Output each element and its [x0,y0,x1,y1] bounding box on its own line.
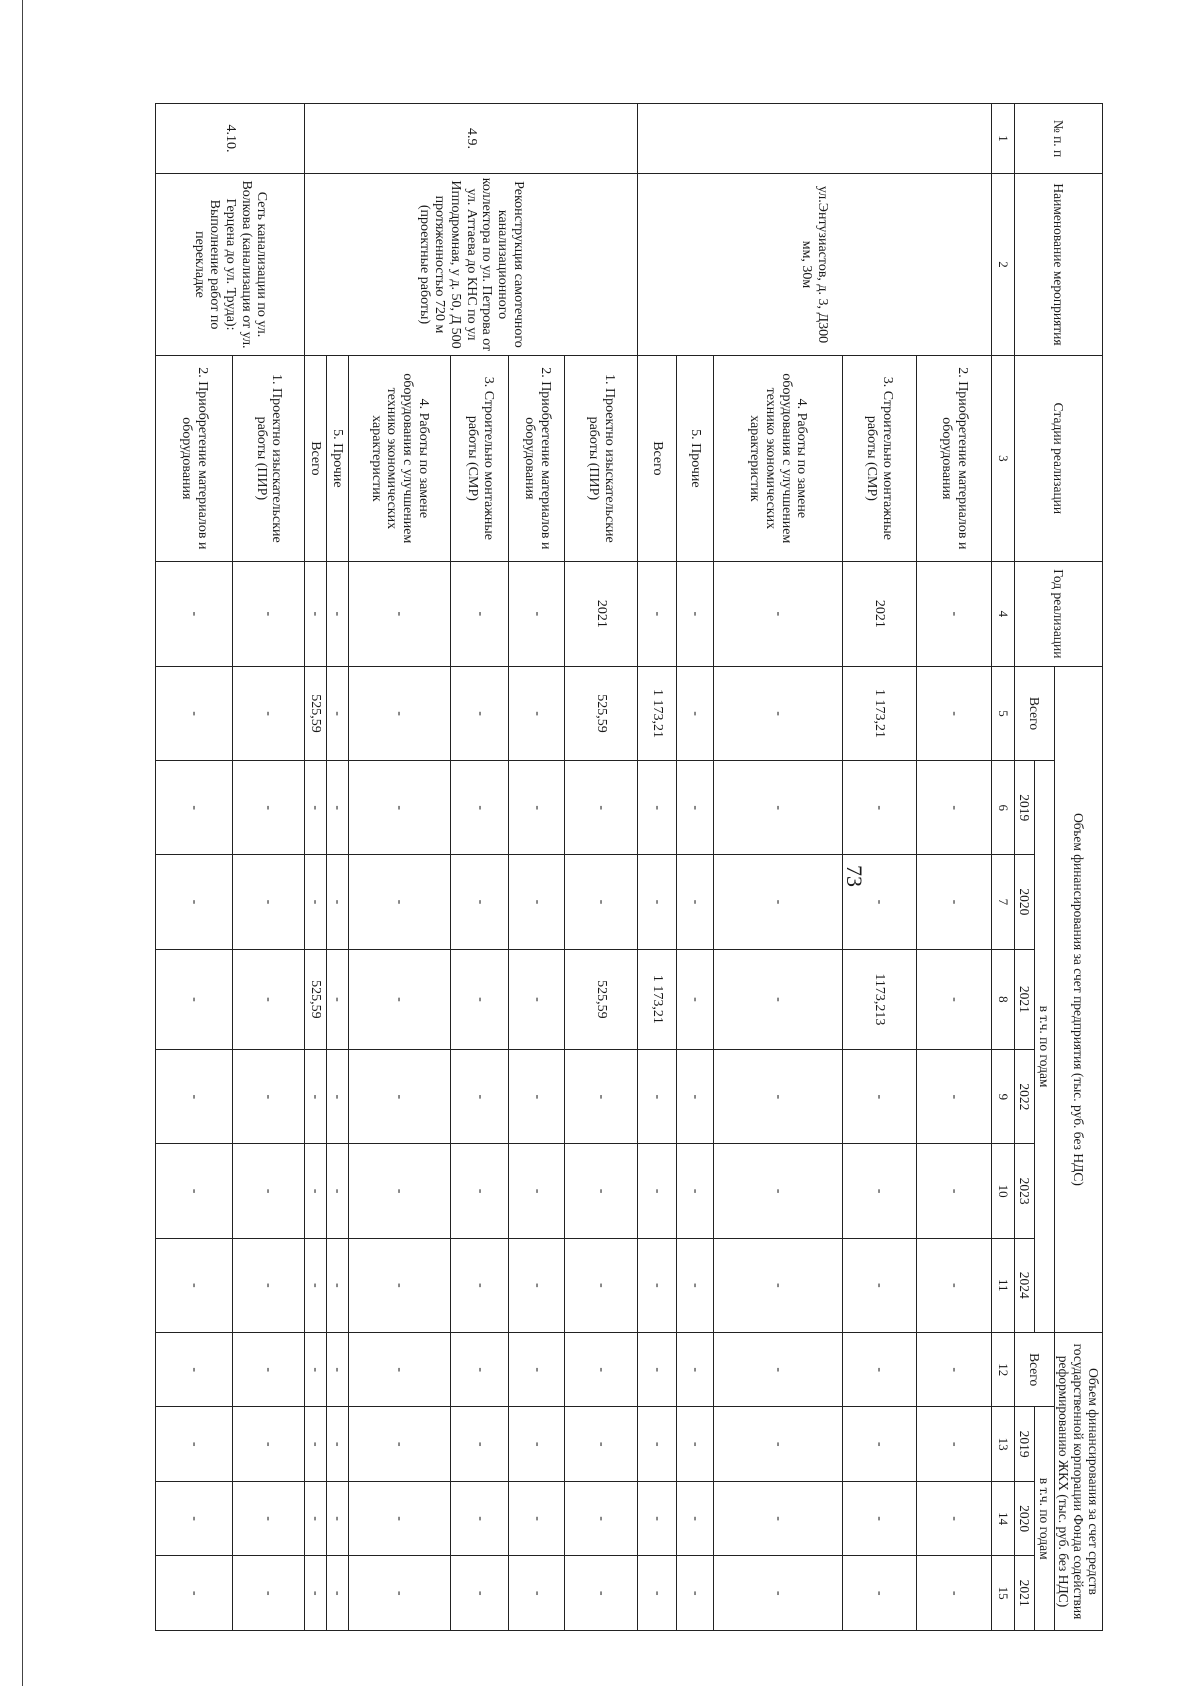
value-cell: - [714,666,842,760]
value-cell: - [637,1407,677,1481]
value-cell: - [232,855,304,949]
table-body [156,104,992,1631]
value-cell: - [677,1144,714,1238]
value-cell: - [677,1556,714,1631]
stage-label: 2. Приобретение материалов и оборудования [156,355,233,561]
value-cell: - [917,561,992,666]
value-cell: - [326,1144,348,1238]
stage-label: Всего [305,355,327,561]
value-cell: - [305,761,327,855]
value-cell: - [232,561,304,666]
value-cell: - [348,1556,451,1631]
scan-edge-line [22,0,23,1686]
table-row [917,104,992,1631]
value-cell: - [156,1407,233,1481]
stage-label: 3. Строительно монтажные работы (СМР) [451,355,509,561]
value-cell: - [677,855,714,949]
value-cell: - [509,1481,565,1555]
value-cell: - [677,761,714,855]
stage-label: Всего [637,355,677,561]
value-cell: - [232,666,304,760]
value-cell: - [451,761,509,855]
value-cell: - [348,855,451,949]
value-cell: - [156,666,233,760]
header-year-2019: 2019 [1014,761,1034,855]
stage-label: 1. Проектно изыскательские работы (ПИР) [232,355,304,561]
value-cell: - [677,1332,714,1406]
value-cell: - [232,1481,304,1555]
value-cell: - [509,1238,565,1332]
value-cell: - [637,1050,677,1144]
value-cell: - [677,1238,714,1332]
value-cell: - [509,1332,565,1406]
value-cell: - [509,949,565,1050]
value-cell: - [451,949,509,1050]
value-cell: - [714,1556,842,1631]
header-no: № п. п [1014,104,1102,174]
stage-label: 4. Работы по замене оборудования с улучшением технико экономических характеристик [348,355,451,561]
value-cell: - [714,949,842,1050]
value-cell: - [326,1556,348,1631]
value-cell: - [565,1144,637,1238]
value-cell: - [232,1407,304,1481]
value-cell: 525,59 [565,666,637,760]
value-cell: - [509,561,565,666]
value-cell: - [714,761,842,855]
value-cell: - [326,1407,348,1481]
column-number: 13 [991,1407,1014,1481]
value-cell: - [156,561,233,666]
value-cell: - [637,1238,677,1332]
header-year-2024: 2024 [1014,1238,1034,1332]
value-cell: - [305,1481,327,1555]
header-fund-year-2020: 2020 [1014,1481,1034,1555]
value-cell: - [714,1332,842,1406]
value-cell: - [156,1144,233,1238]
value-cell: 525,59 [305,666,327,760]
value-cell: - [842,855,917,949]
value-cell: - [451,1332,509,1406]
value-cell: 1 173,21 [637,666,677,760]
value-cell: - [509,1407,565,1481]
stage-label: 2. Приобретение материалов и оборудования [917,355,992,561]
value-cell: - [156,1332,233,1406]
value-cell: - [348,561,451,666]
value-cell: - [348,761,451,855]
value-cell: - [451,1144,509,1238]
financing-table [155,103,1103,1631]
value-cell: - [677,561,714,666]
header-fund-group: Объем финансирования за счет средств государственной корпорации Фонда содействия реформированию ЖКХ (тыс. руб. без НДС) [1054,1332,1102,1630]
stage-label: 5. Прочие [326,355,348,561]
value-cell: - [348,1407,451,1481]
table-row [232,104,304,1631]
value-cell: - [326,1050,348,1144]
value-cell: - [326,1238,348,1332]
value-cell: - [305,561,327,666]
item-number: 4.10. [156,104,305,174]
value-cell: - [509,855,565,949]
value-cell: - [326,949,348,1050]
rotated-table-container [155,103,1103,1631]
value-cell: 525,59 [305,949,327,1050]
column-number: 2 [991,174,1014,356]
value-cell: - [451,561,509,666]
stage-label: 4. Работы по замене оборудования с улучшением технико экономических характеристик [714,355,842,561]
value-cell: - [637,1144,677,1238]
value-cell: - [305,1556,327,1631]
value-cell: - [232,1144,304,1238]
value-cell: - [917,1144,992,1238]
value-cell: - [305,1238,327,1332]
value-cell: - [348,666,451,760]
value-cell: 1 173,21 [842,666,917,760]
item-number: 4.9. [305,104,637,174]
value-cell: - [305,855,327,949]
value-cell: - [232,949,304,1050]
value-cell: - [842,1556,917,1631]
column-number: 3 [991,355,1014,561]
value-cell: - [565,1407,637,1481]
value-cell: - [917,1050,992,1144]
value-cell: - [842,1238,917,1332]
value-cell: - [232,1332,304,1406]
value-cell: - [326,855,348,949]
page-number: 73 [842,865,867,887]
value-cell: - [842,1050,917,1144]
value-cell: - [509,761,565,855]
value-cell: - [305,1050,327,1144]
value-cell: - [565,1556,637,1631]
value-cell: - [917,949,992,1050]
value-cell: - [232,1556,304,1631]
value-cell: - [637,761,677,855]
column-number-row [991,104,1014,1631]
value-cell: - [917,855,992,949]
column-number: 6 [991,761,1014,855]
header-fund-year-2021: 2021 [1014,1556,1034,1631]
value-cell: - [348,1238,451,1332]
header-year-2022: 2022 [1014,1050,1034,1144]
value-cell: - [348,1481,451,1555]
value-cell: - [156,761,233,855]
value-cell: 525,59 [565,949,637,1050]
value-cell: - [917,1332,992,1406]
column-number: 12 [991,1332,1014,1406]
header-year-2020: 2020 [1014,855,1034,949]
header-fund-year-2019: 2019 [1014,1407,1034,1481]
value-cell: - [917,761,992,855]
value-cell: - [842,1407,917,1481]
value-cell: 2021 [565,561,637,666]
value-cell: 1 173,21 [637,949,677,1050]
value-cell: - [917,1556,992,1631]
value-cell: - [451,666,509,760]
item-name: Реконструкция самотечного канализационного коллектора по ул. Петрова от ул. Аттаева до КНС по ул Ипподромная, у д. 50, Д 500 протяженностью 720 м (проектные работы) [305,174,637,356]
value-cell: - [677,1407,714,1481]
item-name: ул.Энтузиастов, д. 3, Д300 мм, 30м [637,174,991,356]
value-cell: - [348,1332,451,1406]
header-total: Всего [1014,666,1054,760]
stage-label: 5. Прочие [677,355,714,561]
value-cell: - [917,1407,992,1481]
value-cell: - [451,855,509,949]
column-number: 9 [991,1050,1014,1144]
value-cell: - [714,1407,842,1481]
value-cell: - [714,561,842,666]
value-cell: - [156,1050,233,1144]
value-cell: - [565,1238,637,1332]
value-cell: - [509,1144,565,1238]
value-cell: - [156,1238,233,1332]
value-cell: - [714,1481,842,1555]
value-cell: - [348,1050,451,1144]
value-cell: - [565,1481,637,1555]
table-row [565,104,637,1631]
value-cell: - [677,1481,714,1555]
value-cell: - [565,855,637,949]
header-year: Год реализации [1014,561,1102,666]
value-cell: - [842,1481,917,1555]
header-by-years: в т.ч. по годам [1034,761,1054,1333]
header-year-2023: 2023 [1014,1144,1034,1238]
value-cell: - [326,1481,348,1555]
header-name: Наименование мероприятия [1014,174,1102,356]
value-cell: - [714,1238,842,1332]
column-number: 5 [991,666,1014,760]
stage-label: 1. Проектно изыскательские работы (ПИР) [565,355,637,561]
header-fund-by-years: в т.ч. по годам [1034,1407,1054,1631]
value-cell: - [637,855,677,949]
value-cell: - [677,1050,714,1144]
value-cell: - [714,855,842,949]
value-cell: - [305,1407,327,1481]
column-number: 14 [991,1481,1014,1555]
value-cell: - [637,1481,677,1555]
value-cell: - [917,1481,992,1555]
column-number: 7 [991,855,1014,949]
column-number: 8 [991,949,1014,1050]
item-name: Сеть канализации по ул. Волкова (канализация от ул. Герцена до ул. Труда): Выполнение работ по перекладке [156,174,305,356]
header-stage: Стадии реализации [1014,355,1102,561]
value-cell: - [637,1556,677,1631]
value-cell: - [348,1144,451,1238]
value-cell: - [842,1144,917,1238]
value-cell: - [842,761,917,855]
value-cell: - [451,1556,509,1631]
value-cell: - [509,666,565,760]
value-cell: - [714,1050,842,1144]
item-number [637,104,991,174]
value-cell: - [326,666,348,760]
value-cell: - [565,761,637,855]
column-number: 11 [991,1238,1014,1332]
value-cell: - [232,761,304,855]
value-cell: - [156,855,233,949]
value-cell: 1173,213 [842,949,917,1050]
value-cell: - [156,1556,233,1631]
value-cell: - [677,949,714,1050]
value-cell: - [232,1050,304,1144]
value-cell: - [156,949,233,1050]
value-cell: - [326,761,348,855]
value-cell: - [677,666,714,760]
column-number: 4 [991,561,1014,666]
value-cell: - [509,1556,565,1631]
value-cell: - [232,1238,304,1332]
stage-label: 2. Приобретение материалов и оборудования [509,355,565,561]
value-cell: - [305,1144,327,1238]
value-cell: - [637,561,677,666]
column-number: 10 [991,1144,1014,1238]
header-year-2021: 2021 [1014,949,1034,1050]
value-cell: - [917,1238,992,1332]
value-cell: - [451,1050,509,1144]
value-cell: - [326,561,348,666]
value-cell: 2021 [842,561,917,666]
value-cell: - [326,1332,348,1406]
header-fund-total: Всего [1014,1332,1054,1406]
value-cell: - [509,1050,565,1144]
value-cell: - [565,1332,637,1406]
value-cell: - [451,1407,509,1481]
value-cell: - [565,1050,637,1144]
value-cell: - [637,1332,677,1406]
value-cell: - [917,666,992,760]
stage-label: 3. Строительно монтажные работы (СМР) [842,355,917,561]
rotated-table-viewport [155,103,1103,1631]
column-number: 1 [991,104,1014,174]
header-enterprise-group: Объем финансирования за счет предприятия (тыс. руб. без НДС) [1054,666,1102,1332]
value-cell: - [348,949,451,1050]
value-cell: - [156,1481,233,1555]
value-cell: - [842,1332,917,1406]
value-cell: - [714,1144,842,1238]
value-cell: - [451,1238,509,1332]
value-cell: - [305,1332,327,1406]
value-cell: - [451,1481,509,1555]
column-number: 15 [991,1556,1014,1631]
